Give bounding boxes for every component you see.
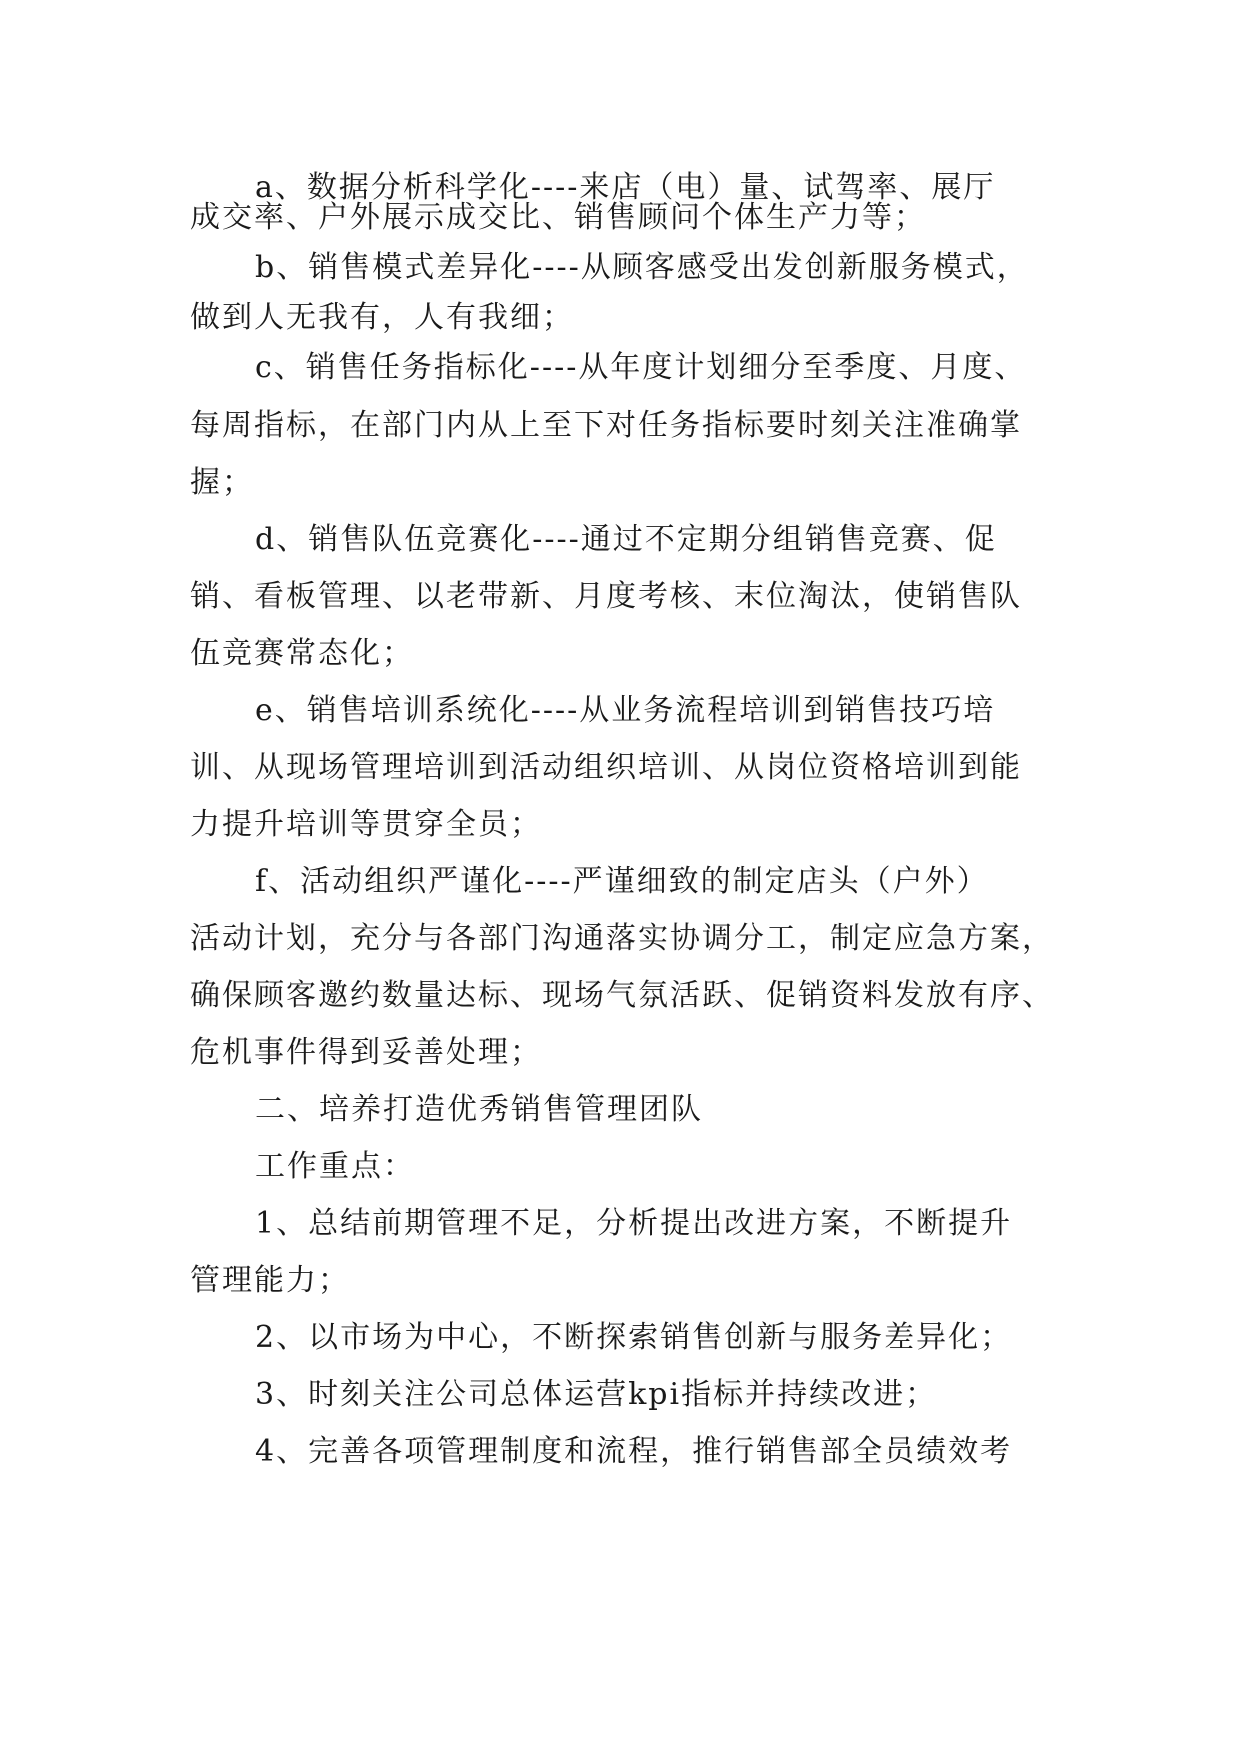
paragraph-line: 4、完善各项管理制度和流程，推行销售部全员绩效考 xyxy=(255,1434,1013,1469)
paragraph-line: e、销售培训系统化----从业务流程培训到销售技巧培 xyxy=(255,693,996,728)
paragraph-line: 训、从现场管理培训到活动组织培训、从岗位资格培训到能 xyxy=(190,750,1022,785)
paragraph-line: 管理能力； xyxy=(190,1263,350,1298)
paragraph-line: 每周指标，在部门内从上至下对任务指标要时刻关注准确掌 xyxy=(190,408,1022,443)
paragraph-line: 销、看板管理、以老带新、月度考核、末位淘汰，使销售队 xyxy=(190,579,1022,614)
paragraph-line: 活动计划，充分与各部门沟通落实协调分工，制定应急方案， xyxy=(190,921,1054,956)
paragraph-line: c、销售任务指标化----从年度计划细分至季度、月度、 xyxy=(255,350,1027,385)
paragraph-line: 成交率、户外展示成交比、销售顾问个体生产力等； xyxy=(190,200,926,235)
paragraph-line: 握； xyxy=(190,465,254,500)
paragraph-line: a、数据分析科学化----来店（电）量、试驾率、展厅 xyxy=(255,170,996,205)
paragraph-line: 危机事件得到妥善处理； xyxy=(190,1035,542,1070)
paragraph-line: 伍竞赛常态化； xyxy=(190,636,414,671)
section-heading: 二、培养打造优秀销售管理团队 xyxy=(255,1092,703,1127)
subheading: 工作重点： xyxy=(255,1149,415,1184)
paragraph-line: 1、总结前期管理不足，分析提出改进方案，不断提升 xyxy=(255,1206,1013,1241)
paragraph-line: b、销售模式差异化----从顾客感受出发创新服务模式， xyxy=(255,250,1029,285)
paragraph-line: f、活动组织严谨化----严谨细致的制定店头（户外） xyxy=(255,864,989,899)
paragraph-line: 做到人无我有，人有我细； xyxy=(190,300,574,335)
paragraph-line: d、销售队伍竞赛化----通过不定期分组销售竞赛、促 xyxy=(255,522,997,557)
paragraph-line: 确保顾客邀约数量达标、现场气氛活跃、促销资料发放有序、 xyxy=(190,978,1054,1013)
paragraph-line: 2、以市场为中心，不断探索销售创新与服务差异化； xyxy=(255,1320,1013,1355)
paragraph-line: 3、时刻关注公司总体运营kpi指标并持续改进； xyxy=(255,1377,938,1412)
paragraph-line: 力提升培训等贯穿全员； xyxy=(190,807,542,842)
